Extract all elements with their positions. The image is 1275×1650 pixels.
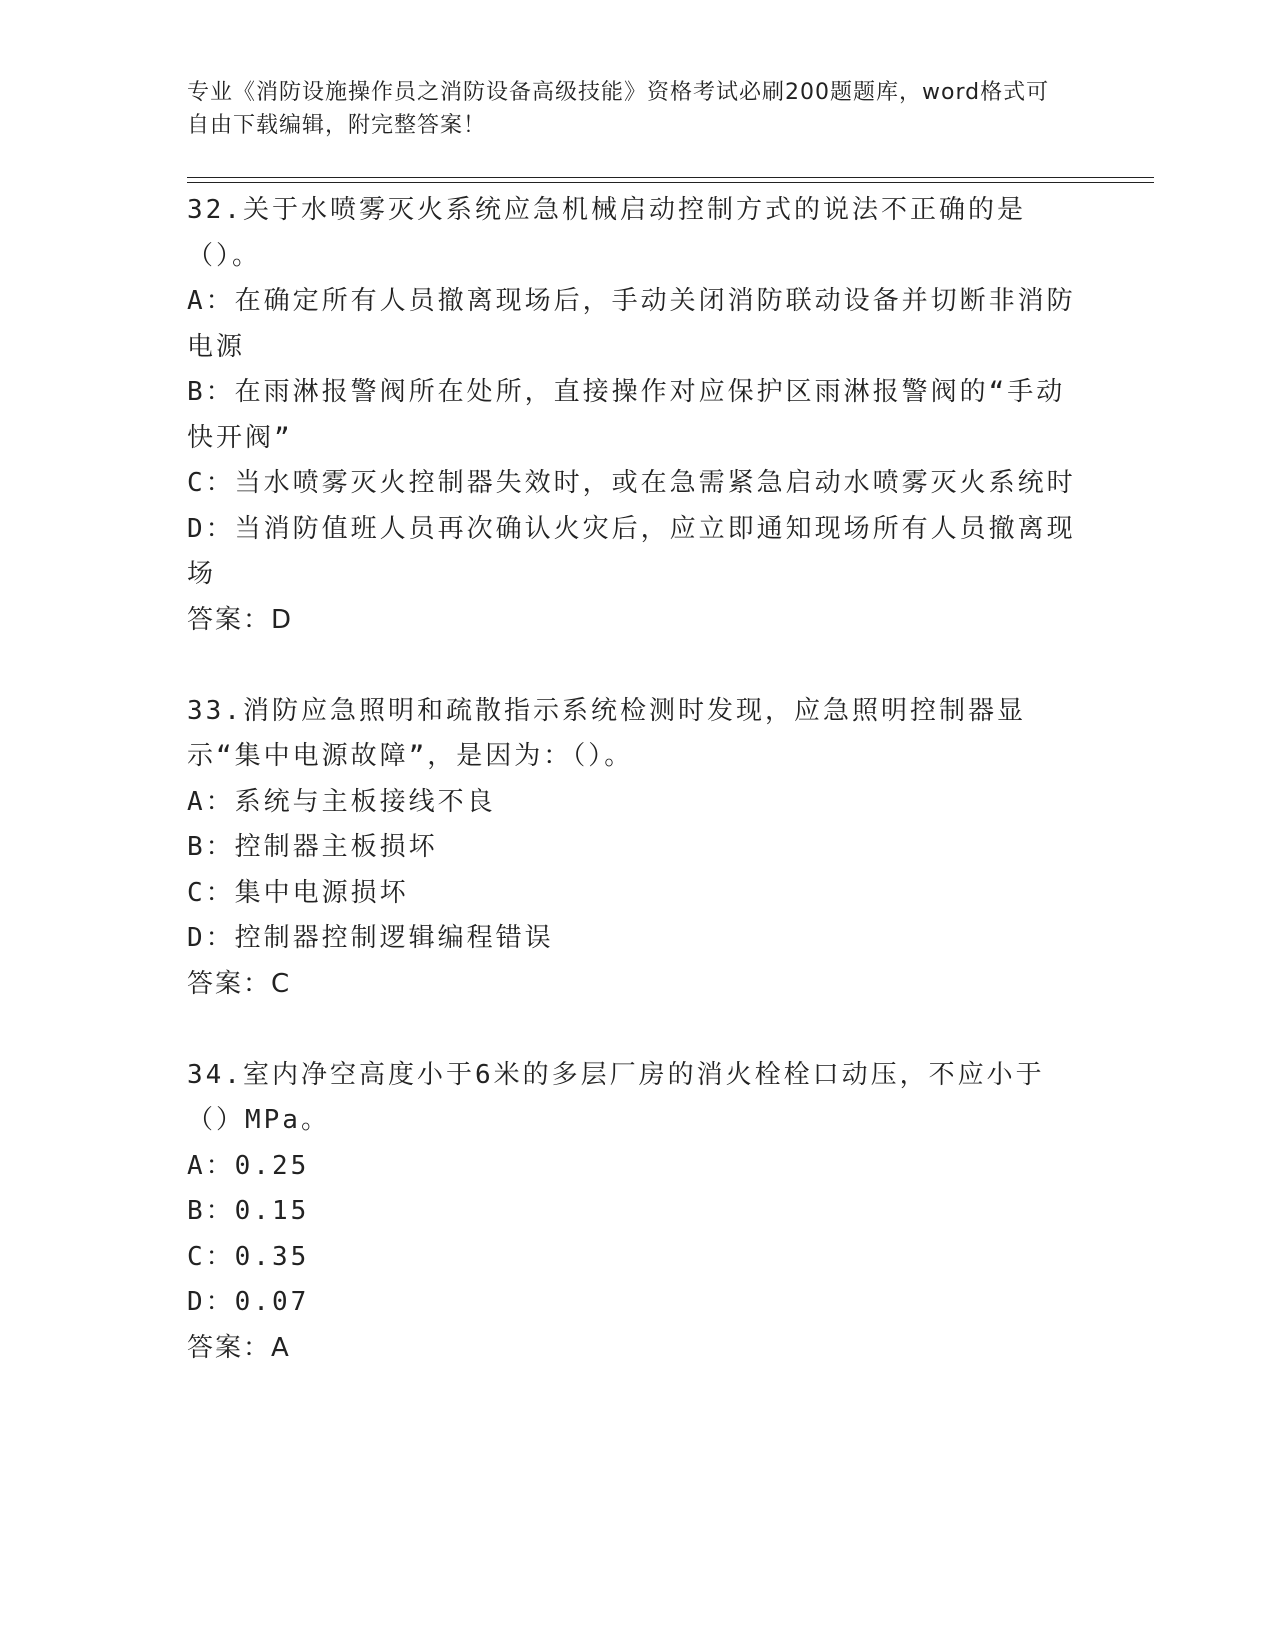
header-rule-top bbox=[187, 177, 1154, 178]
option-c: C：集中电源损坏 bbox=[187, 877, 409, 908]
answer-label: 答案：A bbox=[187, 1332, 291, 1363]
option-d: D：当消防值班人员再次确认火灾后，应立即通知现场所有人员撤离现场 bbox=[187, 513, 1076, 589]
question-stem: 32.关于水喷雾灭火系统应急机械启动控制方式的说法不正确的是（）。 bbox=[187, 195, 1026, 271]
question-stem: 34.室内净空高度小于6米的多层厂房的消火栓栓口动压，不应小于（）MPa。 bbox=[187, 1059, 1045, 1135]
document-header: 专业《消防设施操作员之消防设备高级技能》资格考试必刷200题题库，word格式可自由下载编辑，附完整答案！ bbox=[187, 80, 1050, 138]
option-a: A：在确定所有人员撤离现场后，手动关闭消防联动设备并切断非消防电源 bbox=[187, 286, 1076, 362]
option-c: C：当水喷雾灭火控制器失效时，或在急需紧急启动水喷雾灭火系统时 bbox=[187, 468, 1076, 498]
answer-label: 答案：D bbox=[187, 604, 294, 635]
question-34 bbox=[187, 1053, 1077, 1372]
question-spacer bbox=[187, 1007, 1077, 1053]
question-list bbox=[187, 188, 1077, 1371]
option-b: B：在雨淋报警阀所在处所，直接操作对应保护区雨淋报警阀的“手动快开阀” bbox=[187, 377, 1066, 453]
question-stem: 33.消防应急照明和疏散指示系统检测时发现，应急照明控制器显示“集中电源故障”，是因为：（）。 bbox=[187, 695, 1026, 771]
question-32 bbox=[187, 188, 1077, 643]
question-spacer bbox=[187, 643, 1077, 689]
option-a: A：系统与主板接线不良 bbox=[187, 786, 496, 817]
answer-label: 答案：C bbox=[187, 968, 292, 999]
option-d: D：0.07 bbox=[187, 1287, 310, 1317]
option-b: B：控制器主板损坏 bbox=[187, 832, 438, 862]
option-a: A：0.25 bbox=[187, 1150, 310, 1181]
question-33 bbox=[187, 689, 1077, 1008]
header-rule-bottom bbox=[187, 182, 1154, 183]
option-d: D：控制器控制逻辑编程错误 bbox=[187, 923, 554, 953]
option-c: C：0.35 bbox=[187, 1241, 310, 1272]
option-b: B：0.15 bbox=[187, 1196, 310, 1226]
